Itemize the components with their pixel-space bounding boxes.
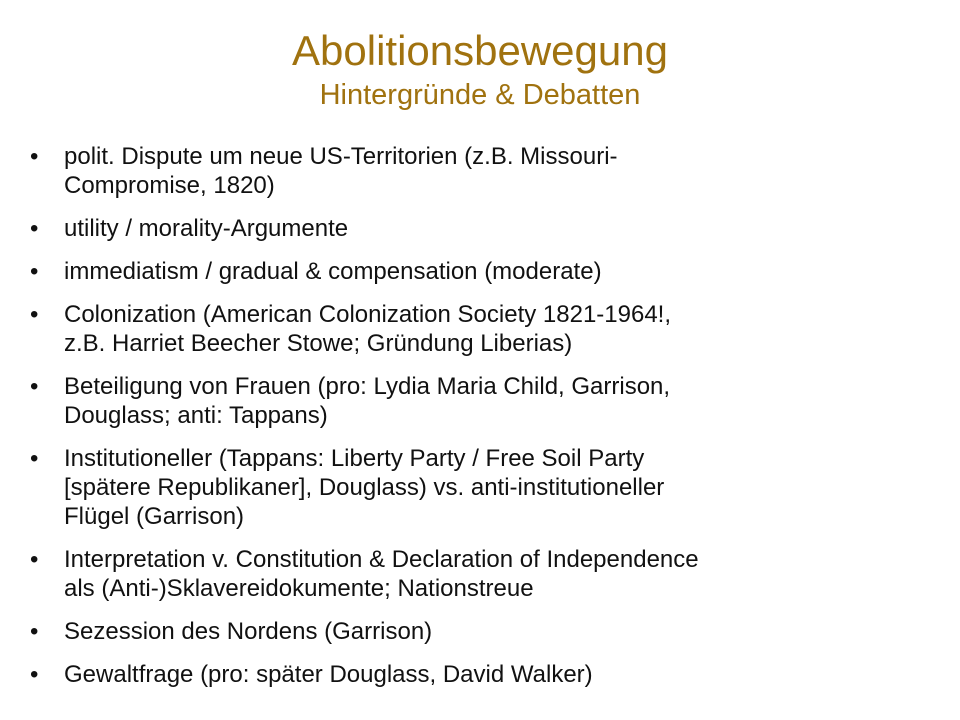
bullet-item [30,372,920,430]
bullet-marker: • [30,661,39,688]
bullet-item [30,257,920,286]
slide-subtitle: Hintergründe & Debatten [319,79,641,111]
bullet-marker: • [30,301,39,328]
bullet-item [30,660,920,689]
bullet-text: utility / morality-Argumente [64,215,349,242]
bullet-item [30,444,920,531]
bullet-list [30,142,920,703]
bullet-item [30,617,920,646]
bullet-marker: • [30,618,39,645]
bullet-marker: • [30,215,39,242]
bullet-marker: • [30,373,39,400]
bullet-text: polit. Dispute um neue US-Territorien (z.B. Missouri- Compromise, 1820) [64,143,618,199]
bullet-item [30,545,920,603]
title-block [0,28,960,112]
bullet-marker: • [30,143,39,170]
bullet-text: Colonization (American Colonization Society 1821-1964!, z.B. Harriet Beecher Stowe; Gründung Liberias) [64,301,672,357]
bullet-text: Institutioneller (Tappans: Liberty Party / Free Soil Party [spätere Republikaner], Douglass) vs. anti-institutioneller Flügel (Garrison) [64,445,665,530]
bullet-marker: • [30,258,39,285]
slide-title: Abolitionsbewegung [292,27,668,74]
bullet-text: Gewaltfrage (pro: später Douglass, David Walker) [64,661,593,688]
bullet-marker: • [30,445,39,472]
bullet-item [30,142,920,200]
bullet-text: immediatism / gradual & compensation (moderate) [64,258,602,285]
bullet-text: Sezession des Nordens (Garrison) [64,618,433,645]
bullet-text: Beteiligung von Frauen (pro: Lydia Maria Child, Garrison, Douglass; anti: Tappans) [64,373,671,429]
bullet-marker: • [30,546,39,573]
bullet-item [30,214,920,243]
bullet-text: Interpretation v. Constitution & Declaration of Independence als (Anti-)Sklavereidokumente; Nationstreue [64,546,699,602]
bullet-item [30,300,920,358]
